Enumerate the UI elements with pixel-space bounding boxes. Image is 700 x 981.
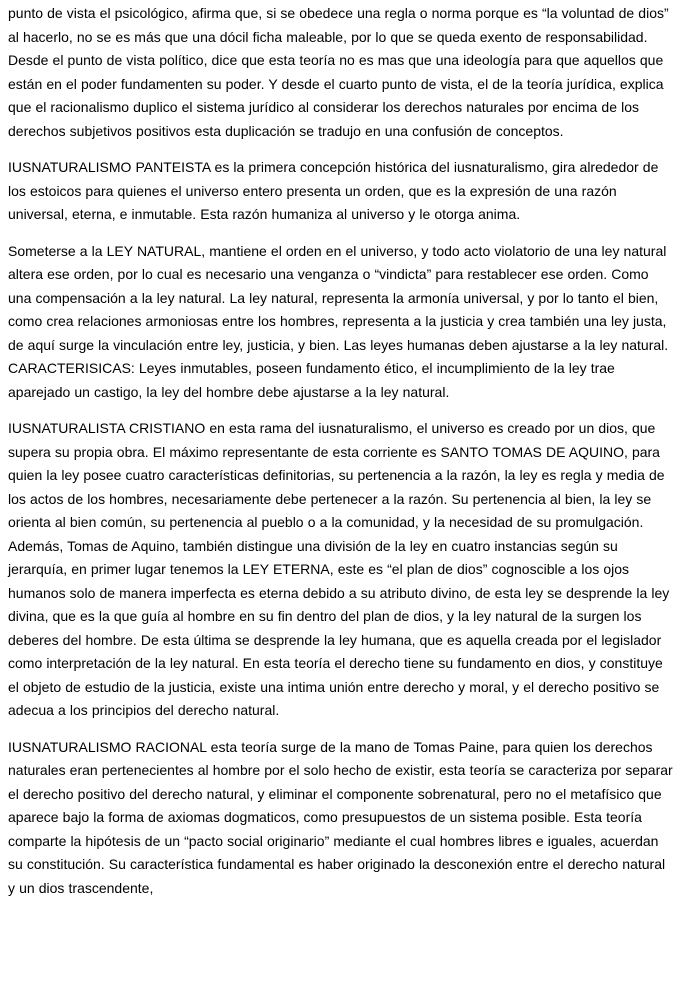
paragraph-iusnaturalismo-racional: IUSNATURALISMO RACIONAL esta teoría surge de la mano de Tomas Paine, para quien los derechos naturales eran pertenecientes al hombre por el solo hecho de existir, esta teoría se caracteriza por separar el derecho positivo del derecho natural, y eliminar el componente sobrenatural, pero no el metafísico que aparece bajo la forma de axiomas dogmaticos, como presupuestos de un sistema posible. Esta teoría comparte la hipótesis de un “pacto social originario” mediante el cual hombres libres e iguales, acuerdan su constitución. Su característica fundamental es haber originado la desconexión entre el derecho natural y un dios trascendente, bbox=[8, 738, 673, 896]
paragraph-psicologico-politico-juridico: punto de vista el psicológico, afirma que, si se obedece una regla o norma porque es “la voluntad de dios” al hacerlo, no se es más que una dócil ficha maleable, por lo que se queda exento de responsabilidad. Desde el punto de vista político, dice que esta teoría no es mas que una ideología para que aquellos que están en el poder fundamenten su poder. Y desde el cuarto punto de vista, el de la teoría jurídica, explica que el racionalismo duplico el sistema jurídico al considerar los derechos naturales por encima de los derechos subjetivos positivos esta duplicación se tradujo en una confusión de conceptos. bbox=[8, 5, 669, 139]
paragraph-iusnaturalista-cristiano: IUSNATURALISTA CRISTIANO en esta rama del iusnaturalismo, el universo es creado por un dios, que supera su propia obra. El máximo representante de esta corriente es SANTO TOMAS DE AQUINO, para quien la ley posee cuatro características definitorias, su pertenencia a la razón, la ley es regla y media de los actos de los hombres, necesariamente debe pertenecer a la razón. Su pertenencia al bien, la ley se orienta al bien común, su pertenencia al pueblo o a la comunidad, y la necesidad de su promulgación. Además, Tomas de Aquino, también distingue una división de la ley en cuatro instancias según su jerarquía, en primer lugar tenemos la LEY ETERNA, este es “el plan de dios” cognoscible a los ojos humanos solo de manera imperfecta es eterna debido a su atributo divino, de esta ley se desprende la ley divina, que es la que guía al hombre en su fin dentro del plan de dios, y la ley natural de la surgen los deberes del hombre. De esta última se desprende la ley humana, que es aquella creada por el legislador como interpretación de la ley natural. En esta teoría el derecho tiene su fundamento en dios, y constituye el objeto de estudio de la justicia, existe una intima unión entre derecho y moral, y el derecho positivo se adecua a los principios del derecho natural. bbox=[8, 420, 670, 718]
paragraph-iusnaturalismo-panteista: IUSNATURALISMO PANTEISTA es la primera concepción histórica del iusnaturalismo, gira alrededor de los estoicos para quienes el universo entero presenta un orden, que es la expresión de una razón universal, eterna, e inmutable. Esta razón humaniza al universo y le otorga anima. bbox=[8, 159, 659, 222]
paragraph-ley-natural: Someterse a la LEY NATURAL, mantiene el orden en el universo, y todo acto violatorio de una ley natural altera ese orden, por lo cual es necesario una venganza o “vindicta” para restablecer ese orden. Como una compensación a la ley natural. La ley natural, representa la armonía universal, y por lo tanto el bien, como crea relaciones armoniosas entre los hombres, representa a la justicia y crea también una ley justa, de aquí surge la vinculación entre ley, justicia, y bien. Las leyes humanas deben ajustarse a la ley natural. CARACTERISICAS: Leyes inmutables, poseen fundamento ético, el incumplimiento de la ley trae aparejado un castigo, la ley del hombre debe ajustarse a la ley natural. bbox=[8, 242, 669, 400]
